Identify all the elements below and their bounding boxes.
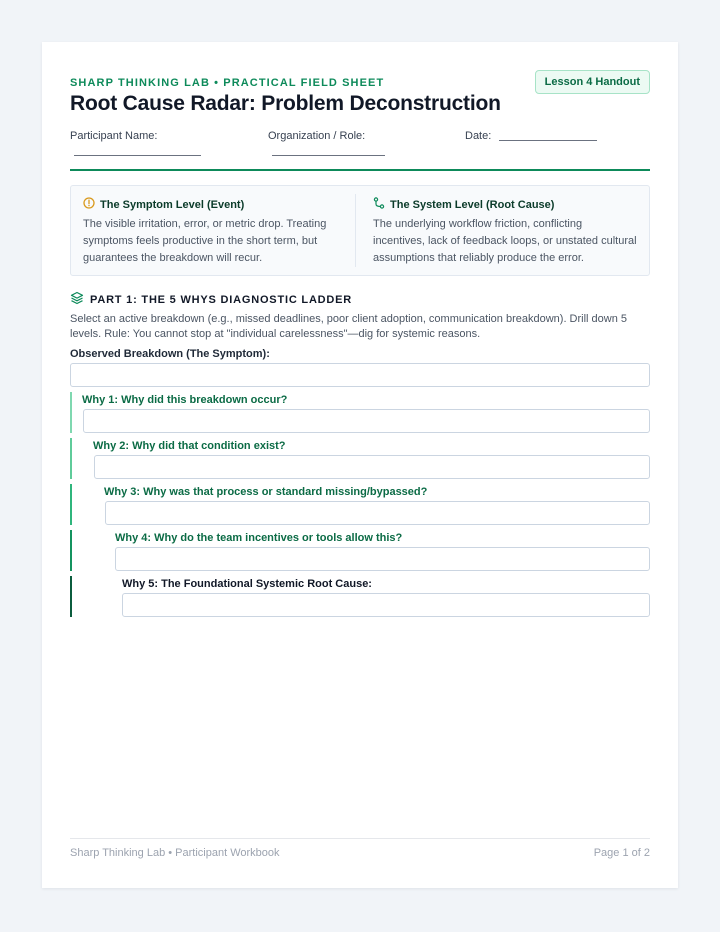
why-4-input[interactable] bbox=[115, 547, 650, 571]
worksheet-page bbox=[42, 42, 678, 888]
why-1-label: Why 1: Why did this breakdown occur? bbox=[82, 394, 288, 406]
participant-meta-row bbox=[70, 130, 650, 160]
system-level-title: The System Level (Root Cause) bbox=[390, 198, 555, 211]
why-4-row bbox=[70, 530, 650, 571]
why-2-row bbox=[70, 438, 650, 479]
observed-breakdown-input[interactable] bbox=[70, 363, 650, 387]
observed-breakdown-label: Observed Breakdown (The Symptom): bbox=[70, 348, 270, 360]
why-4-label: Why 4: Why do the team incentives or tools allow this? bbox=[115, 532, 403, 544]
levels-comparison-panel bbox=[70, 185, 650, 276]
participant-name-field[interactable] bbox=[74, 155, 201, 156]
date-label: Date: bbox=[465, 130, 492, 142]
why-3-row bbox=[70, 484, 650, 525]
date-field[interactable] bbox=[499, 140, 597, 141]
worksheet-content bbox=[70, 42, 650, 888]
symptom-level-description: The visible irritation, error, or metric drop. Treating symptoms feels productive in the short term, but guarantees the breakdown will recur. bbox=[83, 218, 327, 264]
why-2-indent-bar bbox=[70, 438, 72, 479]
organization-role-field[interactable] bbox=[272, 155, 385, 156]
part1-heading-text: PART 1: THE 5 WHYS DIAGNOSTIC LADDER bbox=[90, 293, 353, 306]
participant-name-label: Participant Name: bbox=[70, 130, 158, 142]
system-level-heading bbox=[373, 197, 637, 212]
system-level-card bbox=[355, 194, 649, 267]
why-5-indent-bar bbox=[70, 576, 72, 617]
symptom-level-heading bbox=[83, 197, 343, 212]
why-1-indent-bar bbox=[70, 392, 72, 433]
why-3-input[interactable] bbox=[105, 501, 650, 525]
why-5-row bbox=[70, 576, 650, 617]
why-5-input[interactable] bbox=[122, 593, 650, 617]
symptom-level-card bbox=[71, 186, 355, 267]
part1-description: Select an active breakdown (e.g., missed deadlines, poor client adoption, communication breakdown). Drill down 5 levels. Rule: You cannot stop at "individual carelessness"—dig for systemic reasons. bbox=[70, 313, 628, 340]
why-4-indent-bar bbox=[70, 530, 72, 571]
page-title: Root Cause Radar: Problem Deconstruction bbox=[70, 92, 501, 115]
why-1-input[interactable] bbox=[83, 409, 650, 433]
why-2-label: Why 2: Why did that condition exist? bbox=[93, 440, 286, 452]
why-3-label: Why 3: Why was that process or standard missing/bypassed? bbox=[104, 486, 428, 498]
symptom-level-title: The Symptom Level (Event) bbox=[100, 198, 245, 211]
eyebrow-label: SHARP THINKING LAB • PRACTICAL FIELD SHEET bbox=[70, 77, 385, 89]
organization-role-label: Organization / Role: bbox=[268, 130, 366, 142]
footer-divider bbox=[70, 838, 650, 839]
footer-page-number: Page 1 of 2 bbox=[593, 847, 650, 859]
why-5-label: Why 5: The Foundational Systemic Root Cause: bbox=[122, 578, 372, 590]
branch-icon bbox=[373, 197, 385, 212]
why-3-indent-bar bbox=[70, 484, 72, 525]
footer-workbook-label: Sharp Thinking Lab • Participant Workbook bbox=[70, 847, 280, 859]
why-1-row bbox=[70, 392, 650, 433]
why-2-input[interactable] bbox=[94, 455, 650, 479]
layers-icon bbox=[70, 291, 84, 308]
lesson-badge: Lesson 4 Handout bbox=[535, 70, 650, 94]
header-divider bbox=[70, 169, 650, 171]
part1-heading bbox=[70, 291, 352, 308]
alert-circle-icon bbox=[83, 197, 95, 212]
system-level-description: The underlying workflow friction, conflicting incentives, lack of feedback loops, or unstated cultural assumptions that reliably produce the error. bbox=[373, 218, 637, 264]
